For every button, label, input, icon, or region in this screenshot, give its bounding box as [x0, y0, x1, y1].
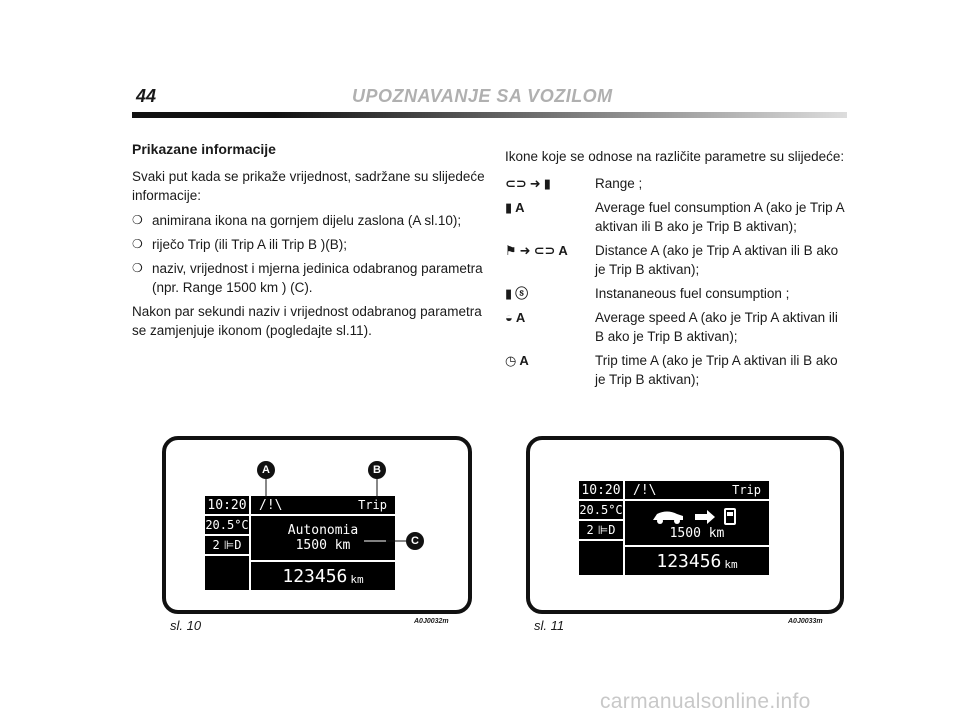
odometer-unit: km: [350, 572, 364, 586]
icon-group: [505, 308, 595, 327]
trip-letter: A: [558, 243, 568, 258]
trip-letter: A: [515, 310, 526, 325]
param-value: 1500 km: [295, 538, 351, 553]
odometer-value: 123456: [656, 550, 722, 572]
left-column: [132, 140, 488, 346]
leader-lines: [166, 440, 468, 610]
arrow-icon: [695, 510, 715, 524]
param-name: Autonomia: [287, 523, 359, 538]
figure-11-frame: [526, 436, 844, 633]
arrow-icon: ➜: [529, 176, 541, 191]
icon-description: Average fuel consumption A (ako je Trip A aktivan ili B ako je Trip B aktivan);: [595, 200, 844, 234]
temp-cell: 20.5°C: [578, 500, 624, 520]
temp-cell: 20.5°C: [204, 515, 250, 535]
icon-legend-row: [505, 351, 845, 389]
marker-b: B: [368, 461, 386, 479]
intro-paragraph: Svaki put kada se prikaže vrijednost, sadržane su slijedeće informacije:: [132, 169, 485, 203]
section-heading: Prikazane informacije: [132, 141, 276, 157]
headlight-icon: ⊫D: [223, 538, 242, 552]
icon-legend-row: [505, 284, 845, 303]
list-item: [132, 211, 488, 230]
watermark: carmanualsonline.info: [600, 690, 811, 713]
trip-label: Trip: [732, 483, 761, 497]
time-cell: 10:20: [578, 480, 624, 500]
icon-description: Distance A (ako je Trip A aktivan ili B ako je Trip B aktivan);: [595, 243, 839, 277]
param-cell: [624, 500, 770, 546]
list-item-text: animirana ikona na gornjem dijelu zaslona (A sl.10);: [152, 213, 462, 228]
icon-group: [505, 241, 595, 260]
marker-c: C: [406, 532, 424, 550]
icon-group: [505, 198, 595, 217]
figure-caption: sl. 11: [534, 618, 565, 633]
figure-code: A0J0032m: [414, 618, 449, 625]
icon-legend-row: [505, 241, 845, 279]
icon-list: [505, 174, 845, 389]
car-icon: ⊂⊃: [505, 176, 527, 191]
icon-description: Trip time A (ako je Trip A aktivan ili B ako je Trip B aktivan);: [595, 353, 838, 387]
bullet-icon: ❍: [132, 213, 143, 227]
fuel-pump-icon: ▮: [505, 286, 513, 301]
fuel-pump-icon: [725, 509, 735, 524]
bullet-icon: ❍: [132, 237, 143, 251]
range-icons: [647, 506, 747, 526]
gear-value: 2: [586, 523, 594, 537]
list-item-text: naziv, vrijednost i mjerna jedinica odabranog parametra (npr. Range 1500 km ) (C).: [152, 261, 483, 295]
icon-description: Range ;: [595, 176, 643, 191]
right-column: [505, 147, 845, 394]
icon-description: Average speed A (ako je Trip A aktivan ili B ako je Trip B aktivan);: [595, 310, 838, 344]
list-item: [132, 235, 488, 254]
trip-letter: A: [519, 353, 529, 368]
icon-group: [505, 284, 595, 303]
marker-a: A: [257, 461, 275, 479]
blank-cell: [578, 540, 624, 576]
header-rule: [132, 112, 847, 118]
icon-description: Instananeous fuel consumption ;: [595, 286, 790, 301]
fuel-pump-icon: ▮: [505, 200, 513, 215]
headlight-icon: ⊫D: [597, 523, 616, 537]
bullet-icon: ❍: [132, 261, 143, 275]
speedometer-icon: ◒: [505, 310, 513, 325]
trip-letter: A: [515, 200, 525, 215]
list-item: [132, 259, 488, 297]
car-icon: ⊂⊃: [533, 243, 556, 258]
page-number: 44: [136, 86, 157, 106]
icon-legend-row: [505, 308, 845, 346]
list-item-text: riječo Trip (ili Trip A ili Trip B )(B);: [152, 237, 348, 252]
gear-cell: [578, 520, 624, 540]
figure-10-frame: [162, 436, 472, 633]
odometer-cell: [624, 546, 770, 576]
page-title: UPOZNAVANJE SA VOZILOM: [352, 86, 613, 106]
figure-code: A0J0033m: [788, 618, 823, 625]
figure-caption: sl. 10: [170, 618, 202, 633]
gear-value: 2: [212, 538, 220, 552]
icons-intro: Ikone koje se odnose na različite parametre su slijedeće:: [505, 149, 845, 164]
clock-icon: ◷: [505, 353, 517, 368]
flag-icon: ⚑: [505, 243, 517, 258]
time-cell: 10:20: [204, 495, 250, 515]
odometer-unit: km: [724, 557, 738, 571]
warning-icon: /!\: [259, 497, 283, 513]
icon-group: [505, 351, 595, 370]
trip-label: Trip: [358, 498, 387, 512]
fuel-pump-icon: ▮: [543, 176, 551, 191]
warning-icon: /!\: [633, 482, 657, 498]
top-bar: [624, 480, 770, 500]
display-screen: [578, 480, 770, 576]
outro-paragraph: Nakon par sekundi naziv i vrijednost odabranog parametra se zamjenjuje ikonom (pogledajte sl.11).: [132, 304, 482, 338]
param-value: 1500 km: [669, 525, 725, 541]
icon-group: [505, 174, 595, 193]
gauge-icon: ⓢ: [515, 286, 529, 301]
icon-legend-row: [505, 198, 845, 236]
arrow-icon: ➜: [519, 243, 531, 258]
odometer-value: 123456: [282, 565, 348, 587]
icon-legend-row: [505, 174, 845, 193]
